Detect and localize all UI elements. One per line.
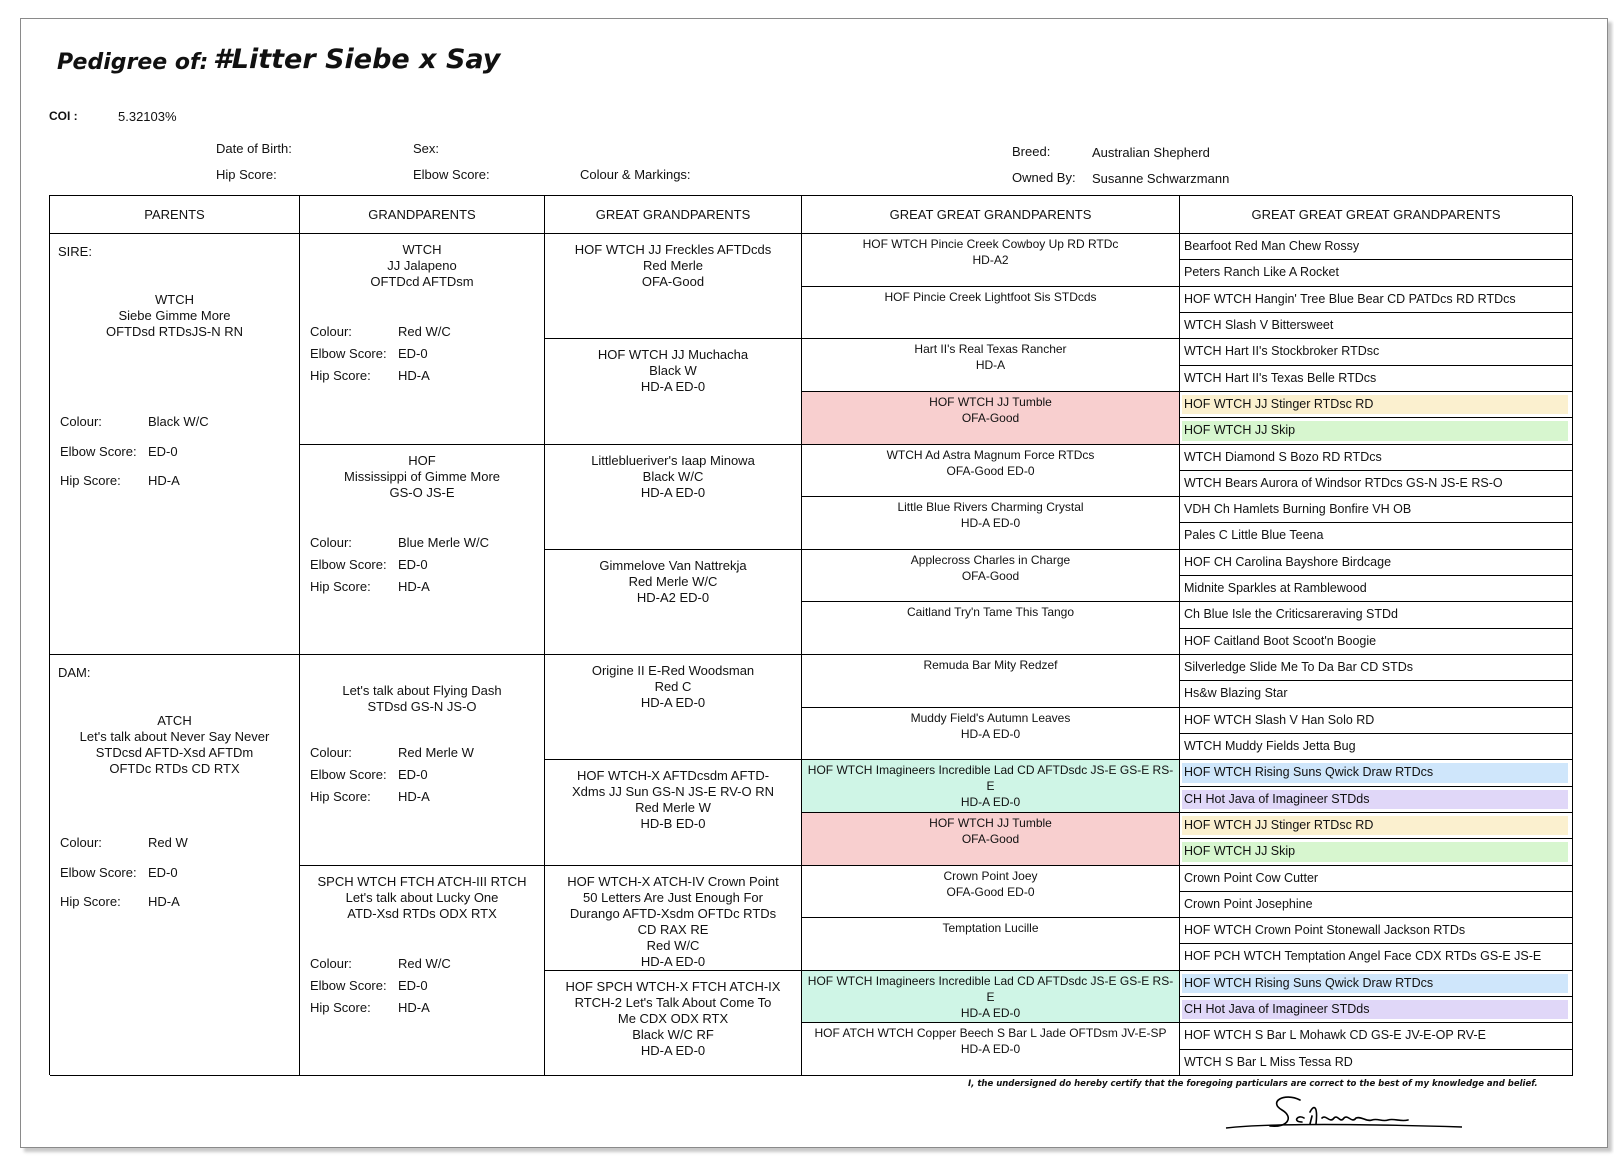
gg-grandparent-name: HOF ATCH WTCH Copper Beech S Bar L Jade OFTDsm JV-E-SP HD-A ED-0 [814,1026,1167,1057]
attribute-value: HD-A [398,999,430,1015]
elbow-score-label: Elbow Score: [413,167,490,182]
ggg-grandparent-cell[interactable] [1180,681,1573,707]
gg-grandparent-cell[interactable] [802,760,1180,813]
ggg-grandparent-name: HOF PCH WTCH Temptation Angel Face CDX RTDs GS-E JS-E [1184,949,1542,964]
ggg-grandparent-cell[interactable] [1180,629,1573,655]
great-grandparent-name: HOF WTCH-X ATCH-IV Crown Point 50 Letters Are Just Enough For Durango AFTD-Xsdm OFTDc RTDs CD RAX RE Red W/C HD-A ED-0 [567,873,779,969]
ggg-grandparent-cell[interactable] [1180,787,1573,813]
ggg-grandparent-cell[interactable] [1180,839,1573,865]
grandparent-cell[interactable] [300,234,545,445]
great-grandparent-cell[interactable] [545,655,802,760]
ggg-grandparent-cell[interactable] [1180,760,1573,786]
attribute-label: Hip Score: [310,578,371,594]
gg-grandparent-name: HOF WTCH Imagineers Incredible Lad CD AFTDsdc JS-E GS-E RS-E HD-A ED-0 [807,973,1174,1020]
attribute-value: ED-0 [398,767,428,782]
ggg-grandparent-name: CH Hot Java of Imagineer STDds [1184,791,1370,806]
attribute-value: Black W/C [148,414,209,429]
attribute-row [310,557,489,579]
great-grandparent-name: Gimmelove Van Nattrekja Red Merle W/C HD-A2 ED-0 [599,557,747,605]
attribute-list [310,956,451,1022]
attribute-value: Red W [148,835,188,850]
attribute-value: ED-0 [148,443,178,459]
ggg-grandparent-cell[interactable] [1180,734,1573,760]
attribute-label: Elbow Score: [60,864,137,880]
gg-grandparent-name: Crown Point Joey OFA-Good ED-0 [943,868,1038,899]
attribute-label: Colour: [310,745,352,760]
great-grandparent-cell[interactable] [545,550,802,655]
signature [1222,1090,1472,1134]
ggg-grandparent-cell[interactable] [1180,287,1573,313]
gg-grandparent-cell[interactable] [802,602,1180,655]
attribute-label: Hip Score: [310,368,371,383]
attribute-label: Elbow Score: [310,346,387,361]
coi-label: COI : [49,109,78,123]
ggg-grandparent-cell[interactable] [1180,944,1573,970]
ggg-grandparent-cell[interactable] [1180,445,1573,471]
gg-grandparent-cell[interactable] [802,287,1180,340]
attribute-row [60,865,188,895]
gg-grandparent-name: HOF WTCH Imagineers Incredible Lad CD AFTDsdc JS-E GS-E RS-E HD-A ED-0 [807,763,1174,810]
sex-label: Sex: [413,141,440,156]
great-grandparent-name: HOF SPCH WTCH-X FTCH ATCH-IX RTCH-2 Let's Talk About Come To Me CDX ODX RTX Black W/C RF HD-A ED-0 [565,978,781,1058]
grandparent-name: WTCH JJ Jalapeno OFTDcd AFTDsm [370,242,474,289]
gg-grandparent-name: Little Blue Rivers Charming Crystal HD-A ED-0 [897,500,1084,531]
column-header: PARENTS [50,196,300,234]
attribute-row [310,1000,451,1022]
gg-grandparent-cell[interactable] [802,1023,1180,1076]
ggg-grandparent-name: Midnite Sparkles at Ramblewood [1184,581,1367,596]
attribute-label: Elbow Score: [60,443,137,459]
ggg-grandparent-cell[interactable] [1180,523,1573,549]
column-header: GREAT GREAT GREAT GRANDPARENTS [1180,196,1573,234]
parent-name: ATCH Let's talk about Never Say Never STDcsd AFTD-Xsd AFTDm OFTDc RTDs CD RTX [79,713,270,776]
ggg-grandparent-name: WTCH Muddy Fields Jetta Bug [1184,738,1356,753]
grandparent-cell[interactable] [300,655,545,866]
attribute-list [310,745,474,811]
attribute-row [310,579,489,601]
gg-grandparent-cell[interactable] [802,550,1180,603]
breed-value: Australian Shepherd [1092,145,1210,160]
ggg-grandparent-name: Hs&w Blazing Star [1184,686,1288,701]
attribute-label: Hip Score: [310,999,371,1015]
ggg-grandparent-cell[interactable] [1180,392,1573,418]
parent-tag: DAM: [58,665,91,680]
gg-grandparent-cell[interactable] [802,655,1180,708]
attribute-value: HD-A [398,368,430,383]
gg-grandparent-name: Hart II's Real Texas Rancher HD-A [914,342,1067,373]
ggg-grandparent-name: HOF CH Carolina Bayshore Birdcage [1184,554,1392,569]
ggg-grandparent-cell[interactable] [1180,866,1573,892]
great-grandparent-cell[interactable] [545,234,802,339]
ggg-grandparent-name: WTCH Hart II's Texas Belle RTDcs [1184,370,1377,385]
hip-score-label: Hip Score: [216,167,277,182]
attribute-value: Blue Merle W/C [398,534,490,550]
attribute-label: Elbow Score: [310,767,387,782]
attribute-value: Red Merle W [398,745,474,760]
column-header: GREAT GRANDPARENTS [545,196,802,234]
attribute-label: Colour: [60,414,102,429]
ggg-grandparent-cell[interactable] [1180,655,1573,681]
ggg-grandparent-cell[interactable] [1180,471,1573,497]
sire-cell[interactable] [50,234,300,655]
attribute-list [60,835,188,924]
column-header: GRANDPARENTS [300,196,545,234]
gg-grandparent-cell[interactable] [802,708,1180,761]
attribute-value: ED-0 [148,864,178,880]
ggg-grandparent-name: HOF WTCH Rising Suns Qwick Draw RTDcs [1184,975,1434,990]
ggg-grandparent-name: Bearfoot Red Man Chew Rossy [1184,239,1360,253]
gg-grandparent-cell[interactable] [802,445,1180,498]
great-grandparent-cell[interactable] [545,971,802,1076]
attribute-row [310,767,474,789]
ggg-grandparent-name: HOF Caitland Boot Scoot'n Boogie [1184,633,1377,648]
ggg-grandparent-name: WTCH S Bar L Miss Tessa RD [1184,1054,1353,1069]
gg-grandparent-cell[interactable] [802,497,1180,550]
ggg-grandparent-cell[interactable] [1180,576,1573,602]
ggg-grandparent-name: Pales C Little Blue Teena [1184,528,1324,543]
ggg-grandparent-name: WTCH Diamond S Bozo RD RTDcs [1184,449,1382,464]
ggg-grandparent-cell[interactable] [1180,892,1573,918]
attribute-list [310,324,451,390]
great-grandparent-cell[interactable] [545,339,802,444]
grandparent-cell[interactable] [300,866,545,1077]
gg-grandparent-name: HOF Pincie Creek Lightfoot Sis STDcds [884,289,1097,304]
attribute-row [310,956,451,978]
ggg-grandparent-name: HOF WTCH JJ Skip [1184,423,1296,438]
ggg-grandparent-name: HOF WTCH Hangin' Tree Blue Bear CD PATDcs RD RTDcs [1184,291,1516,306]
gg-grandparent-cell[interactable] [802,392,1180,445]
ggg-grandparent-cell[interactable] [1180,550,1573,576]
attribute-row [310,745,474,767]
gg-grandparent-name: Temptation Lucille [942,921,1039,936]
ggg-grandparent-name: Crown Point Cow Cutter [1184,870,1319,885]
ggg-grandparent-name: WTCH Slash V Bittersweet [1184,317,1334,332]
gg-grandparent-cell[interactable] [802,339,1180,392]
ggg-grandparent-cell[interactable] [1180,339,1573,365]
gg-grandparent-name: Remuda Bar Mity Redzef [923,658,1058,672]
ggg-grandparent-name: Ch Blue Isle the Criticsareraving STDd [1184,607,1398,622]
great-grandparent-cell[interactable] [545,760,802,865]
ggg-grandparent-cell[interactable] [1180,997,1573,1023]
attribute-row [60,473,209,503]
certification-text: I, the undersigned do hereby certify that the foregoing particulars are correct to the best of my knowledge and belief. [968,1079,1538,1089]
attribute-list [310,535,489,601]
dob-label: Date of Birth: [216,141,292,156]
attribute-value: Red W/C [398,324,451,339]
litter-name: #Litter Siebe x Say [213,44,501,75]
attribute-row [310,346,451,368]
colour-markings-label: Colour & Markings: [580,167,691,182]
attribute-list [60,414,209,503]
owner-value: Susanne Schwarzmann [1092,171,1230,186]
great-grandparent-name: Origine II E-Red Woodsman Red C HD-A ED-0 [591,663,755,710]
dam-cell[interactable] [50,655,300,1076]
attribute-row [310,535,489,557]
attribute-row [310,789,474,811]
gg-grandparent-cell[interactable] [802,971,1180,1024]
gg-grandparent-cell[interactable] [802,918,1180,971]
grandparent-name: HOF Mississippi of Gimme More GS-O JS-E [343,452,501,500]
attribute-row [60,835,188,865]
attribute-value: HD-A [148,473,180,488]
ggg-grandparent-cell[interactable] [1180,313,1573,339]
coi-value: 5.32103% [118,109,177,124]
gg-grandparent-name: Applecross Charles in Charge OFA-Good [910,552,1071,583]
ggg-grandparent-cell[interactable] [1180,971,1573,997]
ggg-grandparent-cell[interactable] [1180,497,1573,523]
attribute-label: Colour: [310,955,352,971]
great-grandparent-cell[interactable] [545,866,802,971]
gg-grandparent-name: WTCH Ad Astra Magnum Force RTDcs OFA-Good ED-0 [886,447,1095,478]
ggg-grandparent-name: HOF WTCH JJ Skip [1184,844,1296,859]
ggg-grandparent-name: HOF WTCH Crown Point Stonewall Jackson RTDs [1184,923,1466,938]
ggg-grandparent-name: Crown Point Josephine [1184,896,1313,911]
ggg-grandparent-cell[interactable] [1180,418,1573,444]
gg-grandparent-name: HOF WTCH JJ Tumble OFA-Good [929,815,1052,846]
grandparent-cell[interactable] [300,445,545,656]
attribute-label: Colour: [310,324,352,339]
attribute-label: Colour: [310,534,352,550]
column-header: GREAT GREAT GRANDPARENTS [802,196,1180,234]
ggg-grandparent-name: HOF WTCH JJ Stinger RTDsc RD [1184,396,1374,411]
attribute-row [310,324,451,346]
attribute-label: Elbow Score: [310,556,387,572]
grandparent-name: Let's talk about Flying Dash STDsd GS-N JS-O [342,683,502,714]
gg-grandparent-name: HOF WTCH Pincie Creek Cowboy Up RD RTDc HD-A2 [862,237,1119,267]
ggg-grandparent-name: WTCH Bears Aurora of Windsor RTDcs GS-N JS-E RS-O [1184,475,1503,490]
ggg-grandparent-name: HOF WTCH JJ Stinger RTDsc RD [1184,817,1374,832]
great-grandparent-cell[interactable] [545,445,802,550]
great-grandparent-name: Littleblueriver's Iaap Minowa Black W/C HD-A ED-0 [591,452,755,500]
attribute-value: ED-0 [398,556,428,572]
attribute-row [60,444,209,474]
grandparent-name: SPCH WTCH FTCH ATCH-III RTCH Let's talk about Lucky One ATD-Xsd RTDs ODX RTX [317,873,527,921]
ggg-grandparent-name: Silverledge Slide Me To Da Bar CD STDs [1184,660,1414,674]
title-label: Pedigree of: [57,50,209,75]
attribute-label: Hip Score: [60,894,121,909]
ggg-grandparent-name: WTCH Hart II's Stockbroker RTDsc [1184,344,1380,359]
attribute-value: HD-A [398,789,430,804]
great-grandparent-name: HOF WTCH JJ Muchacha Black W HD-A ED-0 [597,347,749,395]
attribute-value: Red W/C [398,955,451,971]
attribute-value: HD-A [398,578,430,594]
gg-grandparent-cell[interactable] [802,234,1180,287]
ggg-grandparent-name: CH Hot Java of Imagineer STDds [1184,1002,1370,1017]
gg-grandparent-name: Muddy Field's Autumn Leaves HD-A ED-0 [910,710,1071,741]
ggg-grandparent-cell[interactable] [1180,602,1573,628]
attribute-row [60,894,188,924]
ggg-grandparent-name: HOF WTCH Rising Suns Qwick Draw RTDcs [1184,765,1434,780]
ggg-grandparent-cell[interactable] [1180,918,1573,944]
pedigree-table [49,195,1572,1075]
ggg-grandparent-name: VDH Ch Hamlets Burning Bonfire VH OB [1184,502,1412,517]
ggg-grandparent-cell[interactable] [1180,1050,1573,1076]
owner-label: Owned By: [1012,170,1076,185]
gg-grandparent-cell[interactable] [802,866,1180,919]
ggg-grandparent-cell[interactable] [1180,708,1573,734]
great-grandparent-name: HOF WTCH JJ Freckles AFTDcds Red Merle OFA-Good [574,242,772,289]
ggg-grandparent-name: HOF WTCH S Bar L Mohawk CD GS-E JV-E-OP RV-E [1184,1028,1486,1043]
attribute-value: ED-0 [398,977,428,993]
great-grandparent-name: HOF WTCH-X AFTDcsdm AFTD- Xdms JJ Sun GS-N JS-E RV-O RN Red Merle W HD-B ED-0 [571,768,775,832]
ggg-grandparent-cell[interactable] [1180,234,1573,260]
attribute-row [310,368,451,390]
ggg-grandparent-cell[interactable] [1180,260,1573,286]
parent-tag: SIRE: [58,244,92,259]
breed-label: Breed: [1012,144,1051,159]
parent-name: WTCH Siebe Gimme More OFTDsd RTDsJS-N RN [106,292,243,339]
attribute-label: Elbow Score: [310,977,387,993]
attribute-row [60,414,209,444]
gg-grandparent-name: HOF WTCH JJ Tumble OFA-Good [929,394,1052,425]
ggg-grandparent-cell[interactable] [1180,366,1573,392]
gg-grandparent-name: Caitland Try'n Tame This Tango [906,605,1075,620]
ggg-grandparent-cell[interactable] [1180,1023,1573,1049]
attribute-label: Colour: [60,835,102,850]
attribute-value: HD-A [148,894,180,909]
ggg-grandparent-name: Peters Ranch Like A Rocket [1184,265,1339,280]
gg-grandparent-cell[interactable] [802,813,1180,866]
attribute-label: Hip Score: [60,473,121,488]
attribute-value: ED-0 [398,346,428,361]
attribute-row [310,978,451,1000]
attribute-label: Hip Score: [310,789,371,804]
ggg-grandparent-name: HOF WTCH Slash V Han Solo RD [1184,712,1375,727]
ggg-grandparent-cell[interactable] [1180,813,1573,839]
